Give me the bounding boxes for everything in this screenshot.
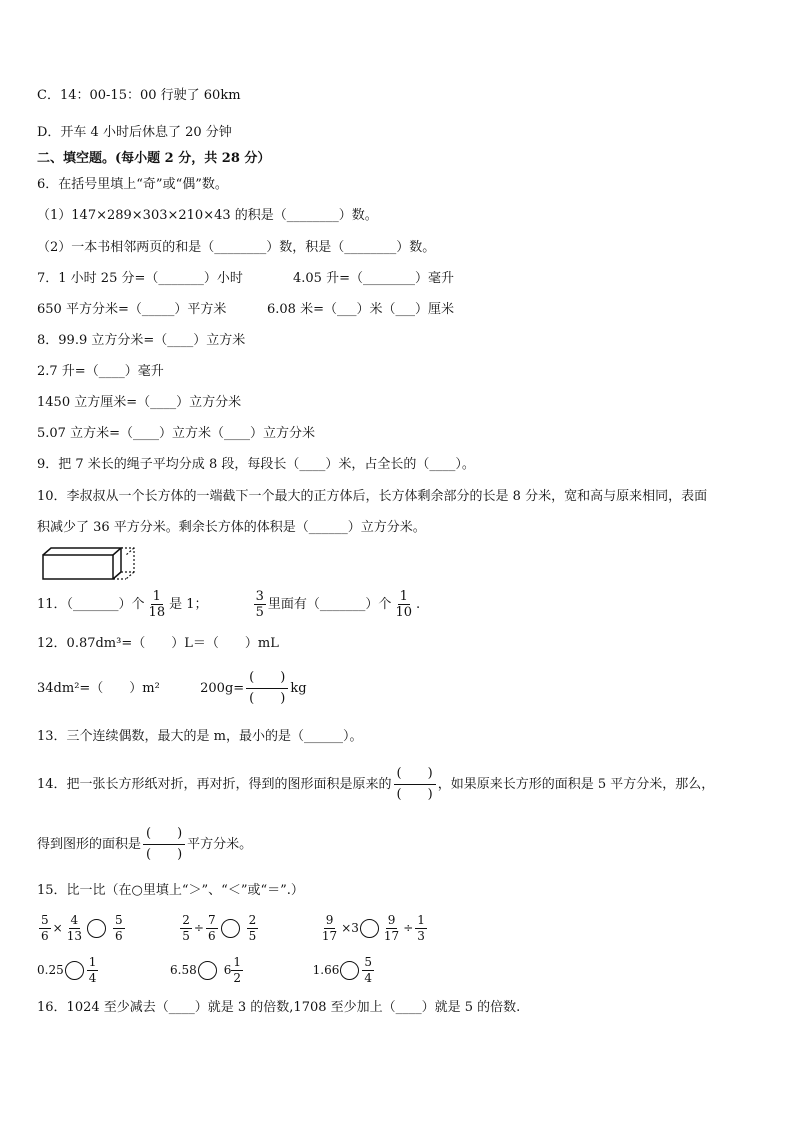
q15-4-denominator: 4 <box>88 971 97 985</box>
q14-fraction-2 <box>143 824 185 865</box>
q14-f2-numerator: ( ) <box>143 824 185 845</box>
q15-item-2 <box>178 913 260 943</box>
q14-text-c: 得到图形的面积是 <box>37 837 142 852</box>
q11-text-a: 11．（_______）个 <box>37 597 145 612</box>
q15-2-f2-numerator: 7 <box>207 913 216 927</box>
q15-6-numerator: 5 <box>364 955 373 969</box>
q11-f2-numerator: 3 <box>255 589 264 604</box>
question-8-a: 8．99.9 立方分米=（____）立方米 <box>37 333 246 348</box>
q11-f3-numerator: 1 <box>399 589 408 604</box>
q15-3-f2-numerator: 9 <box>387 913 396 927</box>
question-7-a: 7．1 小时 25 分=（_______）小时 <box>37 271 243 286</box>
q12-unit: kg <box>290 681 307 696</box>
question-12-a: 12．0.87dm³=（ ）L＝（ ）mL <box>37 636 279 651</box>
q11-fraction-1 <box>147 589 168 620</box>
question-14-row2 <box>37 823 252 867</box>
q15-3-multiplier: ×3 <box>341 921 359 935</box>
q14-text-a: 14．把一张长方形纸对折，再对折，得到的图形面积是原来的 <box>37 777 392 792</box>
q15-3-f2-denominator: 17 <box>383 929 400 943</box>
question-13: 13．三个连续偶数，最大的是 m，最小的是（______）。 <box>37 729 363 744</box>
q15-2-f2-denominator: 6 <box>207 929 216 943</box>
question-10-line1: 10．李叔叔从一个长方体的一端截下一个最大的正方体后，长方体剩余部分的长是 8 分米，宽和高与原来相同，表面 <box>37 489 708 504</box>
q15-1-f2-denominator: 13 <box>66 929 82 943</box>
question-7-d: 6.08 米=（___）米（___）厘米 <box>267 302 454 317</box>
q14-text-b: ，如果原来长方形的面积是 5 平方分米，那么， <box>437 777 715 792</box>
q15-1-f1-numerator: 5 <box>41 913 49 927</box>
q15-2-f1-denominator: 5 <box>182 929 190 943</box>
q15-item-6 <box>312 955 376 985</box>
q15-2-r-denominator: 5 <box>248 929 257 943</box>
q15-1-r-numerator: 5 <box>114 913 123 927</box>
q15-4-value: 0.25 <box>37 963 64 977</box>
q15-3-f3-denominator: 3 <box>417 929 425 943</box>
question-7-b: 4.05 升=（________）毫升 <box>293 271 454 286</box>
q15-1-operator: × <box>52 921 63 935</box>
q11-f1-denominator: 18 <box>148 605 166 620</box>
question-15-row1 <box>37 911 429 945</box>
q15-3-f3-numerator: 1 <box>417 913 425 927</box>
question-16: 16．1024 至少减去（____）就是 3 的倍数,1708 至少加上（____）就是 5 的倍数. <box>37 1000 521 1015</box>
q15-2-f1-numerator: 2 <box>182 913 190 927</box>
q11-f1-numerator: 1 <box>152 589 161 604</box>
q15-item-5 <box>170 955 245 985</box>
q15-1-f2-numerator: 4 <box>70 913 79 927</box>
question-12-b: 34dm²=（ ）m² <box>37 681 160 696</box>
question-12-c: 200g= <box>200 681 245 696</box>
q15-1-r-denominator: 6 <box>114 929 123 943</box>
q12-fraction <box>246 668 288 709</box>
q15-item-3 <box>318 913 429 943</box>
question-6: 6．在括号里填上“奇”或“偶”数。 <box>37 177 228 192</box>
q15-6-value: 1.66 <box>312 963 340 977</box>
compare-circle[interactable] <box>340 961 359 980</box>
compare-circle[interactable] <box>65 961 84 980</box>
q15-item-4 <box>37 955 100 985</box>
q11-period: . <box>415 597 421 612</box>
question-15-row2 <box>37 953 376 987</box>
question-15: 15．比一比（在○里填上“＞”、“＜”或“＝”.） <box>37 883 304 898</box>
q15-6-denominator: 4 <box>364 971 373 985</box>
q14-f2-denominator: ( ) <box>146 847 183 862</box>
q11-text-b: 是 1； <box>169 597 208 612</box>
q12-f-numerator: ( ) <box>246 668 288 689</box>
section-title: 二、填空题。(每小题 2 分，共 28 分） <box>37 151 271 166</box>
option-c: C．14：00-15：00 行驶了 60km <box>37 88 241 103</box>
q14-fraction-1 <box>394 764 436 805</box>
question-10-line2: 积减少了 36 平方分米。剩余长方体的体积是（______）立方分米。 <box>37 520 426 535</box>
q15-5-value: 6.58 <box>170 963 197 977</box>
question-8-b: 2.7 升=（____）毫升 <box>37 364 164 379</box>
q11-fraction-3 <box>393 589 414 620</box>
compare-circle[interactable] <box>221 919 240 938</box>
q15-5-numerator: 1 <box>233 955 242 969</box>
q15-item-1 <box>37 913 127 943</box>
q15-1-f1-denominator: 6 <box>41 929 49 943</box>
q15-5-denominator: 2 <box>233 971 242 985</box>
question-6-1: （1）147×289×303×210×43 的积是（________）数。 <box>37 208 378 223</box>
question-8-c: 1450 立方厘米=（____）立方分米 <box>37 395 242 410</box>
q12-f-denominator: ( ) <box>249 691 286 706</box>
question-12-b-row <box>37 667 307 711</box>
question-14-row1 <box>37 763 714 807</box>
q15-3-f1-denominator: 17 <box>321 929 338 943</box>
option-d: D．开车 4 小时后休息了 20 分钟 <box>37 125 232 140</box>
question-7-c: 650 平方分米=（_____）平方米 <box>37 302 227 317</box>
compare-circle[interactable] <box>198 961 217 980</box>
cuboid-figure <box>42 547 142 583</box>
q15-3-f1-numerator: 9 <box>325 913 334 927</box>
question-9: 9．把 7 米长的绳子平均分成 8 段，每段长（____）米，占全长的（____）。 <box>37 457 475 472</box>
q15-2-r-numerator: 2 <box>248 913 257 927</box>
q11-f3-denominator: 10 <box>395 605 412 620</box>
q14-f1-numerator: ( ) <box>394 764 436 785</box>
q15-3-operator: ÷ <box>403 921 414 935</box>
q15-4-numerator: 1 <box>88 955 97 969</box>
question-11 <box>37 589 420 620</box>
q11-text-c: 里面有（_______）个 <box>267 597 392 612</box>
q14-text-d: 平方分米。 <box>187 837 253 852</box>
compare-circle[interactable] <box>360 919 379 938</box>
q15-5-whole: 6 <box>223 963 232 977</box>
q11-fraction-2 <box>254 589 266 620</box>
q11-f2-denominator: 5 <box>255 605 264 620</box>
compare-circle[interactable] <box>87 919 106 938</box>
q15-2-operator: ÷ <box>193 921 204 935</box>
question-8-d: 5.07 立方米=（____）立方米（____）立方分米 <box>37 426 315 441</box>
question-6-2: （2）一本书相邻两页的和是（________）数，积是（________）数。 <box>37 240 436 255</box>
q14-f1-denominator: ( ) <box>396 787 433 802</box>
